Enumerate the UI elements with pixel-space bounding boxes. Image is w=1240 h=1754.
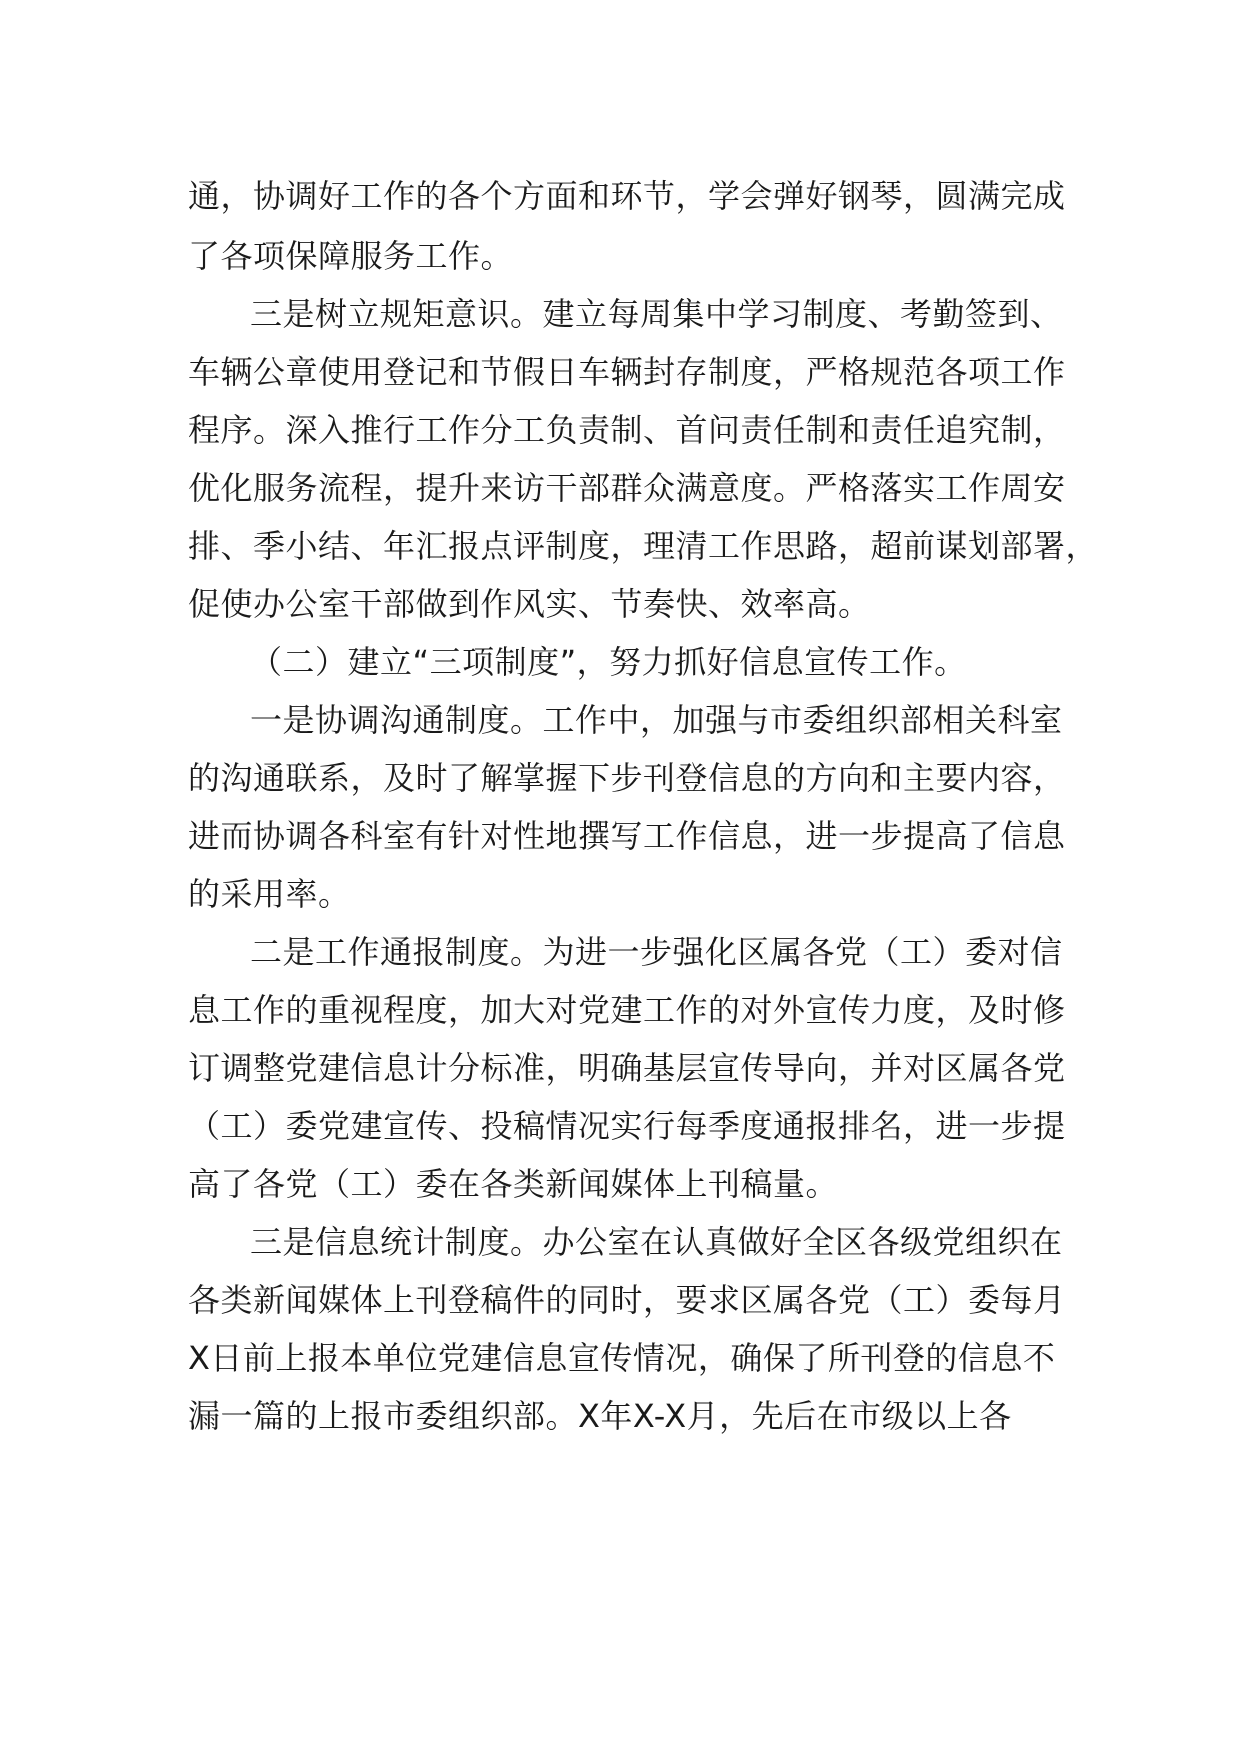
text-line: 进而协调各科室有针对性地撰写工作信息，进一步提高了信息	[188, 817, 1066, 855]
text-line: 订调整党建信息计分标准，明确基层宣传导向，并对区属各党	[188, 1049, 1066, 1087]
text-line: 排、季小结、年汇报点评制度，理清工作思路，超前谋划部署，	[188, 527, 1099, 565]
document-page	[188, 0, 1099, 1754]
text-line: （工）委党建宣传、投稿情况实行每季度通报排名，进一步提	[188, 1107, 1066, 1145]
paragraph-start: 二是工作通报制度。为进一步强化区属各党（工）委对信	[250, 933, 1063, 971]
text-line: 了各项保障服务工作。	[188, 237, 514, 275]
text-line: 通，协调好工作的各个方面和环节，学会弹好钢琴，圆满完成	[188, 177, 1066, 215]
text-line: 程序。深入推行工作分工负责制、首问责任制和责任追究制，	[188, 411, 1066, 449]
paragraph-start: 三是信息统计制度。办公室在认真做好全区各级党组织在	[250, 1223, 1063, 1261]
text-line: 漏一篇的上报市委组织部。X年X-X月，先后在市级以上各	[188, 1397, 1012, 1435]
text-line: 各类新闻媒体上刊登稿件的同时，要求区属各党（工）委每月	[188, 1281, 1066, 1319]
text-line: 息工作的重视程度，加大对党建工作的对外宣传力度，及时修	[188, 991, 1066, 1029]
text-line: 车辆公章使用登记和节假日车辆封存制度，严格规范各项工作	[188, 353, 1066, 391]
text-line: 高了各党（工）委在各类新闻媒体上刊稿量。	[188, 1165, 839, 1203]
text-line: 优化服务流程，提升来访干部群众满意度。严格落实工作周安	[188, 469, 1066, 507]
paragraph-start: 一是协调沟通制度。工作中，加强与市委组织部相关科室	[250, 701, 1063, 739]
text-line: X日前上报本单位党建信息宣传情况，确保了所刊登的信息不	[188, 1339, 1056, 1377]
text-line: 的沟通联系，及时了解掌握下步刊登信息的方向和主要内容，	[188, 759, 1066, 797]
text-line: 促使办公室干部做到作风实、节奏快、效率高。	[188, 585, 871, 623]
text-line: 的采用率。	[188, 875, 351, 913]
section-heading: （二）建立“三项制度”，努力抓好信息宣传工作。	[250, 643, 967, 681]
paragraph-start: 三是树立规矩意识。建立每周集中学习制度、考勤签到、	[250, 295, 1063, 333]
